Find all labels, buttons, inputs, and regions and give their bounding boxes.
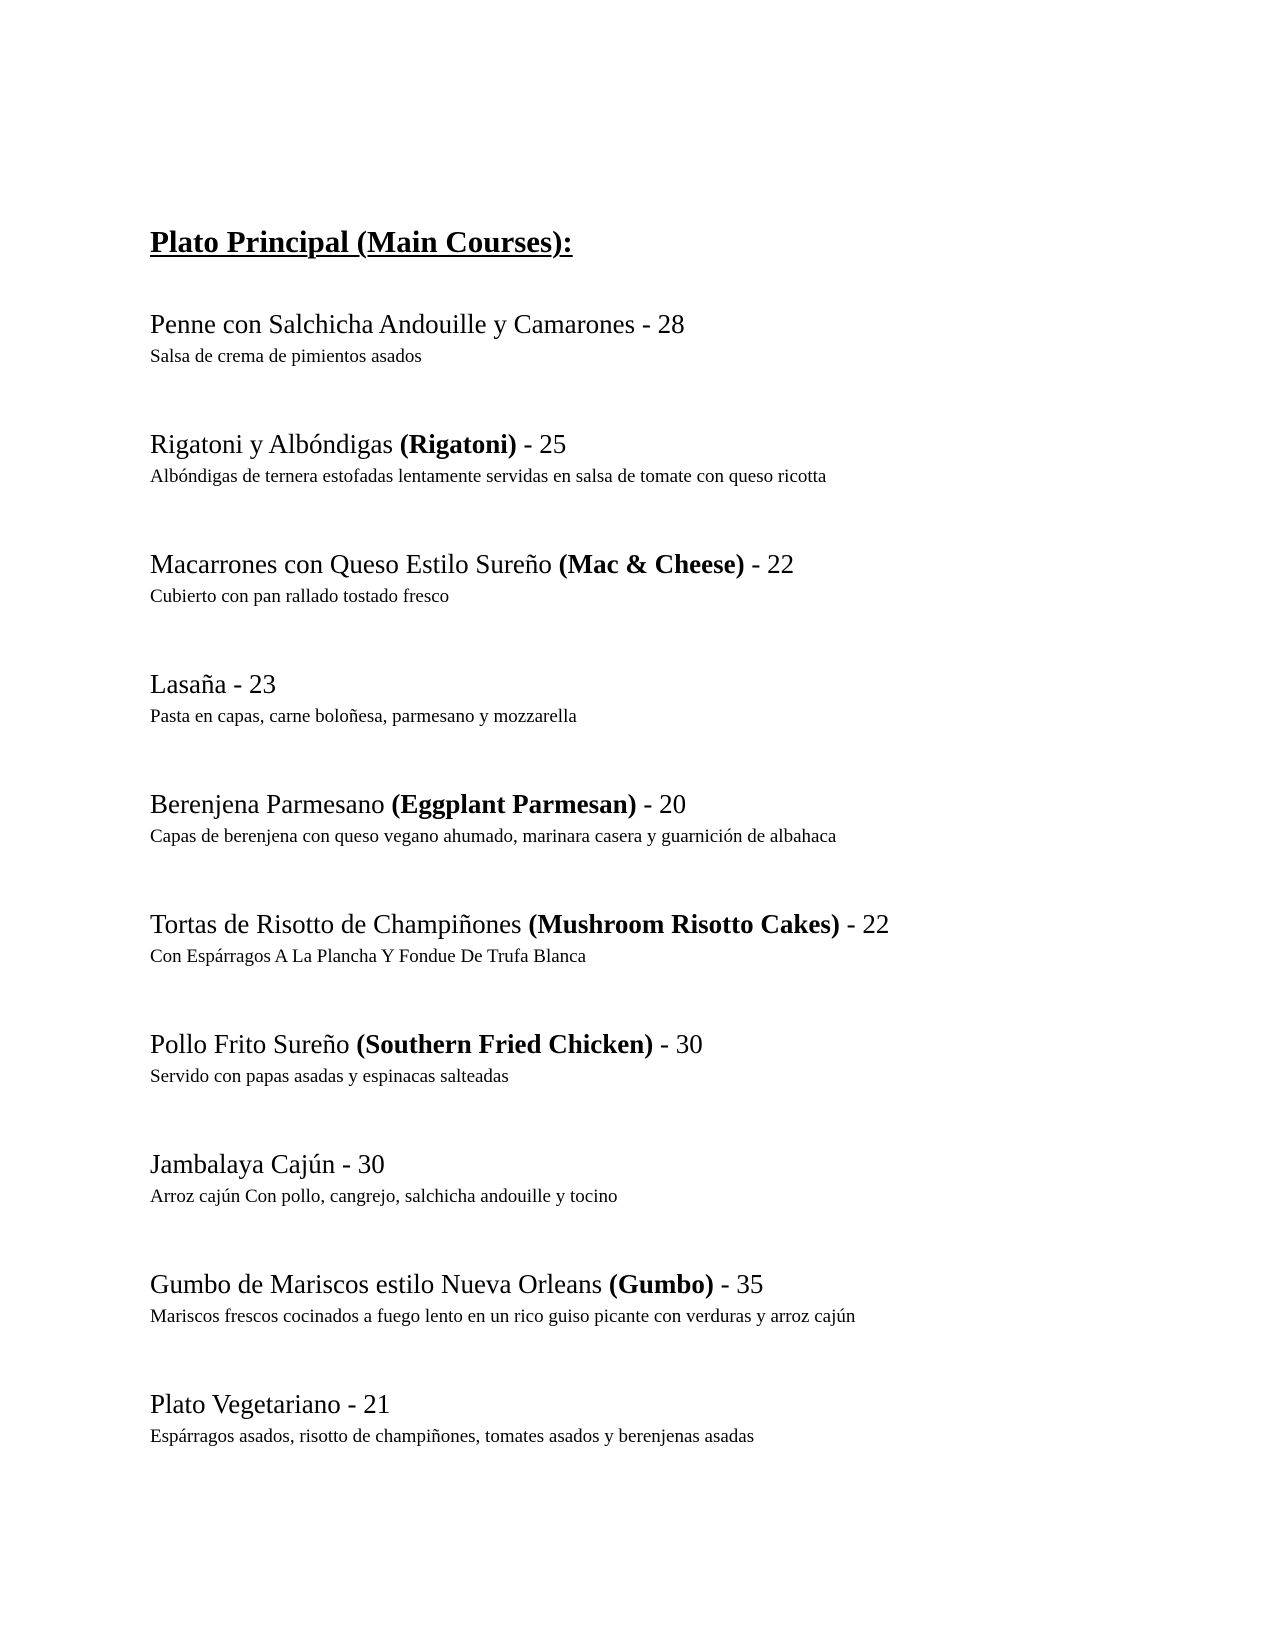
menu-item (150, 1391, 754, 1446)
menu-item-english-name: (Rigatoni) (399, 429, 517, 459)
menu-item-name: Rigatoni y Albóndigas (150, 429, 393, 459)
menu-item (150, 671, 577, 726)
menu-item-title (150, 551, 794, 578)
menu-item-description: Cubierto con pan rallado tostado fresco (150, 586, 450, 607)
menu-item-title (150, 1271, 855, 1298)
menu-item-price: - 30 (341, 1149, 385, 1179)
menu-item-price: - 23 (233, 669, 276, 699)
menu-item-english-name: (Mac & Cheese) (558, 549, 745, 579)
menu-item-title (150, 1151, 617, 1178)
menu-item-price: - 28 (641, 309, 685, 339)
menu-item-english-name: (Mushroom Risotto Cakes) (528, 909, 840, 939)
menu-item-title (150, 311, 685, 338)
menu-item-name: Penne con Salchicha Andouille y Camarones (150, 309, 636, 339)
menu-item-title (150, 1391, 754, 1418)
menu-item-description: Salsa de crema de pimientos asados (150, 346, 422, 367)
menu-item-price: - 25 (523, 429, 567, 459)
menu-item-description: Arroz cajún Con pollo, cangrejo, salchicha andouille y tocino (150, 1186, 618, 1207)
menu-item (150, 791, 836, 846)
menu-item (150, 431, 826, 486)
menu-item-description: Albóndigas de ternera estofadas lentamente servidas en salsa de tomate con queso ricotta (150, 466, 827, 487)
menu-item-title (150, 431, 826, 458)
menu-item (150, 1151, 617, 1206)
menu-item-name: Jambalaya Cajún (150, 1149, 336, 1179)
menu-item-english-name: (Gumbo) (608, 1269, 714, 1299)
menu-item-title (150, 791, 836, 818)
menu-item-price: - 22 (751, 549, 795, 579)
menu-item-description: Servido con papas asadas y espinacas salteadas (150, 1066, 509, 1087)
menu-item-price: - 21 (347, 1389, 391, 1419)
menu-item (150, 311, 685, 366)
menu-item-title (150, 1031, 703, 1058)
menu-item (150, 551, 794, 606)
menu-item-price: - 35 (720, 1269, 764, 1299)
menu-item-name: Berenjena Parmesano (150, 789, 385, 819)
menu-item-description: Espárragos asados, risotto de champiñones, tomates asados y berenjenas asadas (150, 1426, 755, 1447)
menu-item-description: Pasta en capas, carne boloñesa, parmesano y mozzarella (150, 706, 577, 727)
menu-item-price: - 30 (660, 1029, 703, 1059)
menu-item-price: - 22 (846, 909, 890, 939)
menu-item-name: Tortas de Risotto de Champiñones (150, 909, 522, 939)
menu-item (150, 1031, 703, 1086)
menu-item-english-name: (Southern Fried Chicken) (356, 1029, 654, 1059)
menu-item-name: Macarrones con Queso Estilo Sureño (150, 549, 552, 579)
menu-item-name: Gumbo de Mariscos estilo Nueva Orleans (150, 1269, 603, 1299)
menu-item-title (150, 911, 889, 938)
menu-item-name: Plato Vegetariano (150, 1389, 341, 1419)
menu-item (150, 1271, 855, 1326)
menu-item-description: Capas de berenjena con queso vegano ahumado, marinara casera y guarnición de albahaca (150, 826, 837, 847)
menu-item-price: - 20 (643, 789, 687, 819)
menu-item-description: Mariscos frescos cocinados a fuego lento en un rico guiso picante con verduras y arroz cajún (150, 1306, 856, 1327)
menu-item-description: Con Espárragos A La Plancha Y Fondue De Trufa Blanca (150, 946, 587, 967)
menu-item-english-name: (Eggplant Parmesan) (391, 789, 637, 819)
menu-item-name: Pollo Frito Sureño (150, 1029, 350, 1059)
menu-item-title (150, 671, 577, 698)
menu-item-name: Lasaña (150, 669, 227, 699)
section-heading: Plato Principal (Main Courses): (150, 224, 573, 259)
menu-item (150, 911, 889, 966)
